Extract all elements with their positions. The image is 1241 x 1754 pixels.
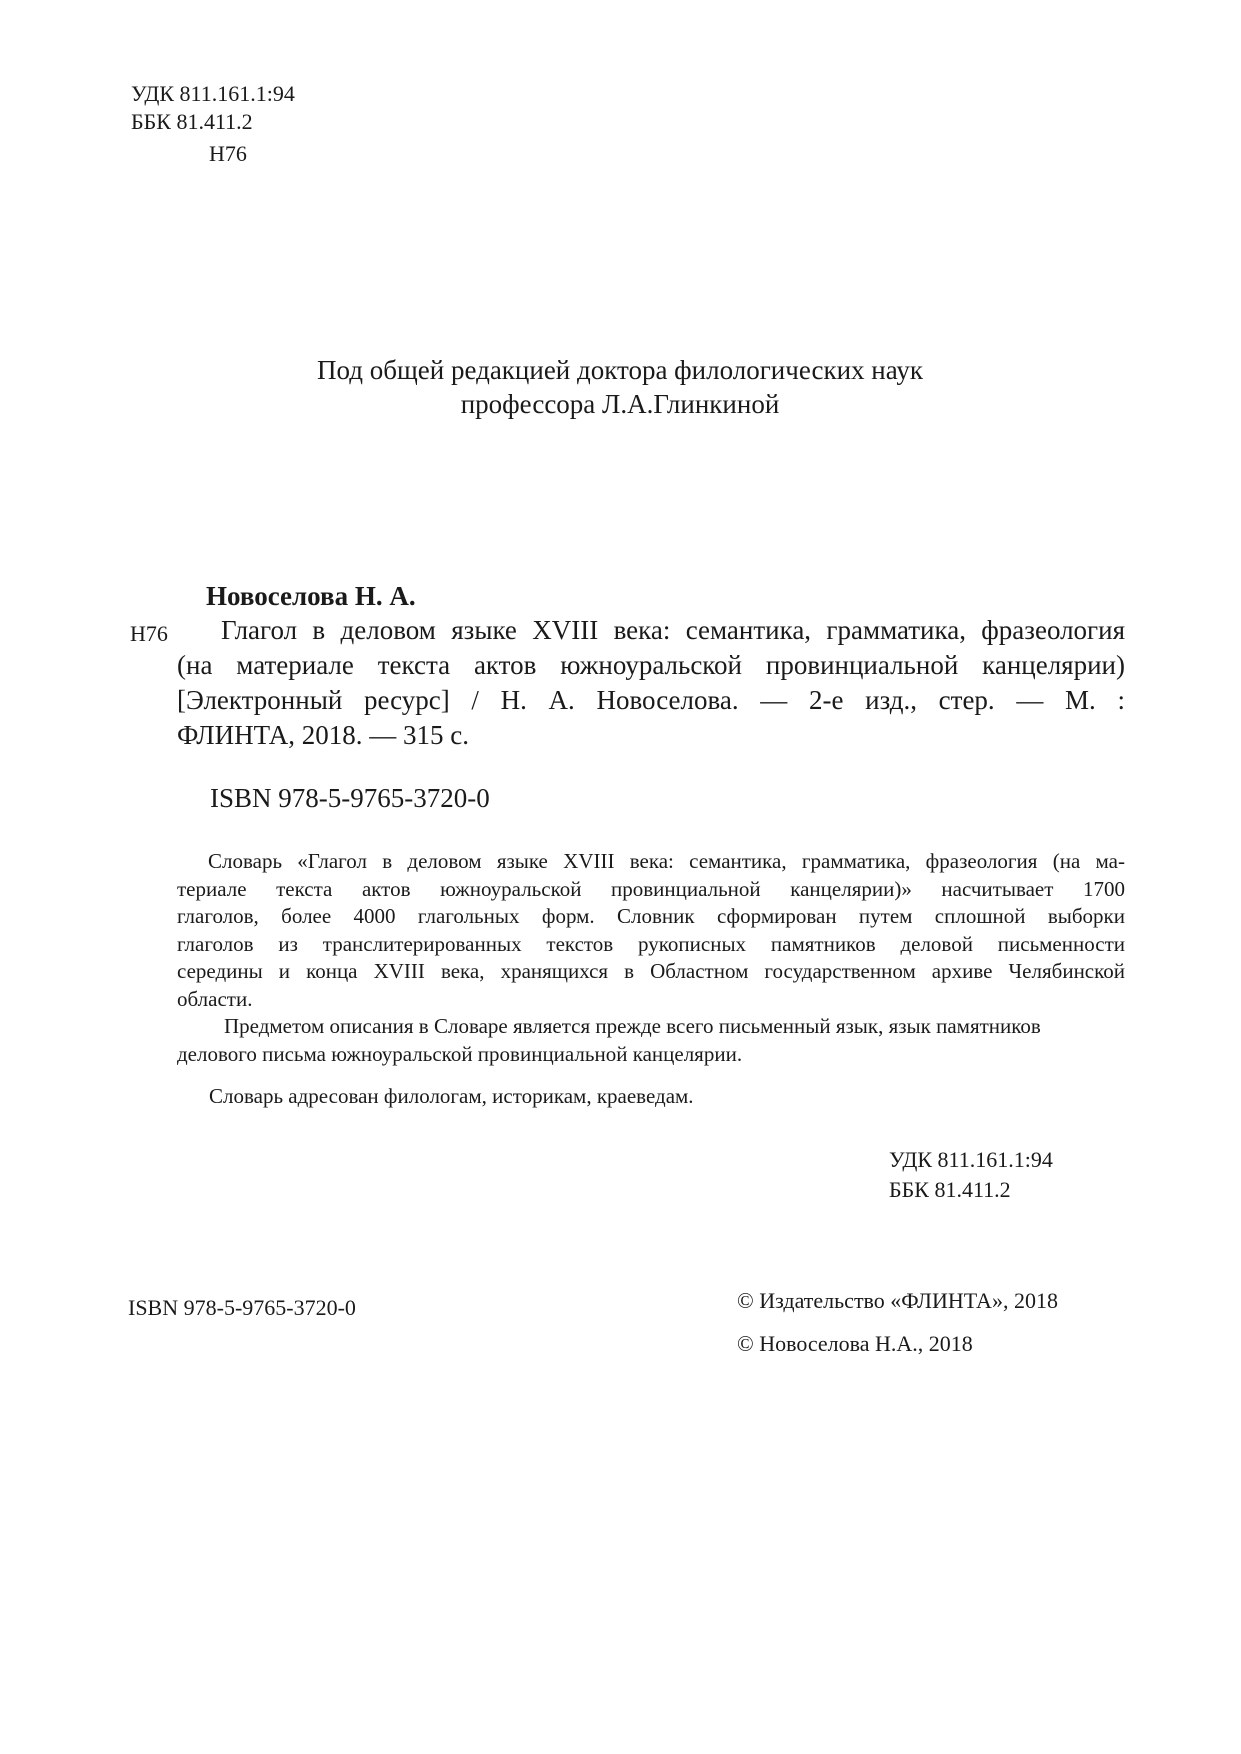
- annotation-paragraph-3: [177, 1083, 1125, 1111]
- annotation-line: Словарь «Глагол в деловом языке XVIII века: семантика, грамматика, фразеология (на ма-: [208, 849, 1125, 873]
- copyright-author: © Новоселова Н.А., 2018: [737, 1331, 973, 1356]
- bib-line-2: (на материале текста актов южноуральской провинциальной канцелярии): [177, 650, 1125, 680]
- bibliographic-description: [177, 613, 1125, 753]
- annotation-line: Словарь адресован филологам, историкам, краеведам.: [209, 1084, 694, 1108]
- bbk-code-top: ББК 81.411.2: [131, 109, 253, 134]
- author-mark: Н76: [130, 621, 168, 646]
- annotation-line: области.: [177, 986, 253, 1011]
- copyright-publisher: © Издательство «ФЛИНТА», 2018: [737, 1288, 1058, 1313]
- annotation-paragraph-2: [177, 1013, 1125, 1068]
- udk-code-top: УДК 811.161.1:94: [131, 81, 295, 106]
- udk-code-bottom: УДК 811.161.1:94: [889, 1147, 1053, 1172]
- annotation-line: териале текста актов южноуральской провинциальной канцелярии)» насчитывает 1700: [177, 876, 1125, 901]
- annotation-line: глаголов, более 4000 глагольных форм. Словник сформирован путем сплошной выборки: [177, 904, 1125, 928]
- annotation-line: середины и конца XVIII века, хранящихся в Областном государственном архиве Челябинской: [177, 959, 1125, 983]
- bib-line-4: ФЛИНТА, 2018. — 315 с.: [177, 720, 469, 750]
- author-mark-top: Н76: [209, 141, 247, 166]
- bbk-code-bottom: ББК 81.411.2: [889, 1177, 1011, 1202]
- annotation-line: глаголов из транслитерированных текстов рукописных памятников деловой письменности: [177, 931, 1125, 956]
- annotation-line: Предметом описания в Словаре является прежде всего письменный язык, язык памятников: [224, 1014, 1041, 1038]
- editor-line-2: профессора Л.А.Глинкиной: [460, 389, 780, 419]
- bib-line-1: Глагол в деловом языке XVIII века: семантика, грамматика, фразеология: [221, 615, 1125, 645]
- author-heading: Новоселова Н. А.: [206, 581, 416, 611]
- isbn-bottom: ISBN 978-5-9765-3720-0: [128, 1295, 356, 1320]
- annotation-line: делового письма южноуральской провинциальной канцелярии.: [177, 1041, 743, 1066]
- editor-line-1: Под общей редакцией доктора филологических наук: [317, 355, 923, 385]
- annotation-paragraph-1: [177, 848, 1125, 1013]
- bib-line-3: [Электронный ресурс] / Н. А. Новоселова. — 2-е изд., стер. — М. :: [177, 685, 1125, 715]
- isbn-main: ISBN 978-5-9765-3720-0: [210, 783, 490, 813]
